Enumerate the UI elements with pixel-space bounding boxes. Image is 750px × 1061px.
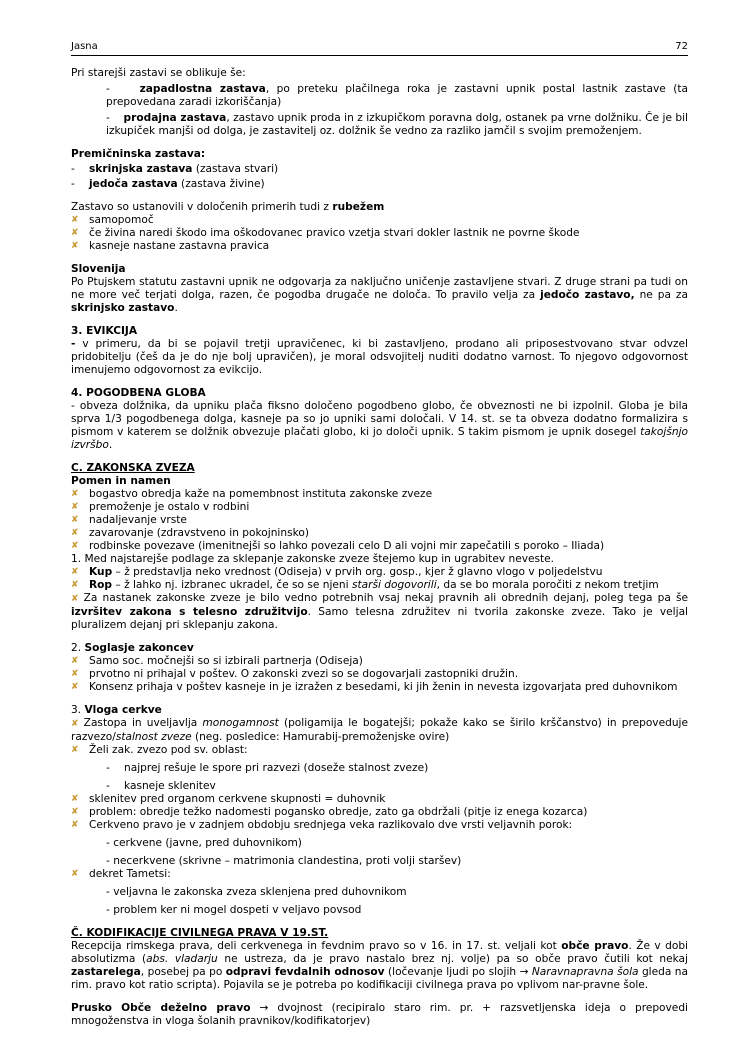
list-item: ✘ samopomoč — [71, 214, 154, 226]
bullet-icon: ✘ — [71, 669, 79, 679]
intro-item: - prodajna zastava, zastavo upnik proda in z izkupičkom poravna dolg, ostanek pa vrne dolžniku. Če je bil izkupiček manjši od dolga, je zastavitelj oz. dolžnik še vedno za razliko jamčil s svojim premoženjem. — [106, 112, 689, 137]
paragraph: Po Ptujskem statutu zastavni upnik ne odgovarja za naključno uničenje zastavljene stvari. Z druge strani pa tudi on ne more več terjati dolga, razen, če pogodba drugače ne določa. To pravilo velja za jedočo zastavo, ne pa za skrinjsko zastavo. — [71, 276, 688, 314]
list-item: - najprej rešuje le spore pri razvezi (doseže stalnost zveze) — [106, 762, 429, 774]
section-title: C. ZAKONSKA ZVEZA — [71, 462, 195, 474]
bullet-icon: ✘ — [71, 241, 79, 251]
paragraph: - obveza dolžnika, da upniku plača fiksno določeno pogodbeno globo, če obveznosti ne bi izpolnil. Globa je bila sprva 1/3 pogodbenega dolga, kasneje pa so jo upniki sami določali. V 14. st. se ta obveza dodatno formalizira s pismom v katerem se dolžnik obvezuje plačati globo, ki jo določi upnik. S takim pismom je upnik dosegel takojšnjo izvršbo. — [71, 400, 688, 451]
paragraph: ✘ Za nastanek zakonske zveze je bilo vedno potrebnih vsaj nekaj pravnih ali obrednih dejanj, poleg tega pa še izvršitev zakona s telesno združitvijo. Samo telesna združitev ni tvorila zakonske zveze. Tako je veljal pluralizem dejanj pri sklepanju zakona. — [71, 592, 689, 631]
list-item: - necerkvene (skrivne – matrimonia clandestina, proti volji staršev) — [106, 855, 462, 867]
bullet-icon: ✘ — [71, 807, 79, 817]
page-number: 72 — [675, 41, 688, 52]
bullet-icon: ✘ — [71, 820, 79, 830]
paragraph: Zastavo so ustanovili v določenih primerih tudi z rubežem — [71, 201, 385, 213]
section-title: Č. KODIFIKACIJE CIVILNEGA PRAVA V 19.ST. — [71, 927, 329, 939]
bullet-icon: ✘ — [71, 515, 79, 525]
bullet-icon: ✘ — [71, 567, 79, 577]
list-item: ✘ bogastvo obredja kaže na pomembnost instituta zakonske zveze — [71, 488, 433, 500]
list-item: ✘ nadaljevanje vrste — [71, 514, 187, 526]
list-item: ✘ dekret Tametsi: — [71, 868, 171, 880]
bullet-icon: ✘ — [71, 541, 79, 551]
document-page — [71, 40, 688, 1028]
section-title: Slovenija — [71, 263, 126, 275]
bullet-icon: ✘ — [71, 489, 79, 499]
bullet-icon: ✘ — [71, 580, 79, 590]
list-item: ✘ premoženje je ostalo v rodbini — [71, 501, 250, 513]
bullet-icon: ✘ — [71, 656, 79, 666]
bullet-icon: ✘ — [71, 794, 79, 804]
bullet-icon: ✘ — [71, 682, 79, 692]
section-title: 3. EVIKCIJA — [71, 325, 138, 337]
list-item: ✘ Rop – ž lahko nj. izbranec ukradel, če so se njeni starši dogovorili, da se bo morala poročiti z nekom tretjim — [71, 579, 659, 591]
paragraph: ✘ Zastopa in uveljavlja monogamnost (poligamija le bogatejši; pokaže kako se širilo krščanstvo) in prepoveduje razvezo/stalnost zveze (neg. posledice: Hamurabij-premoženjske ovire) — [71, 717, 688, 743]
list-item: ✘ Cerkveno pravo je v zadnjem obdobju srednjega veka razlikovalo dve vrsti veljavnih porok: — [71, 819, 573, 831]
section-title: Premičninska zastava: — [71, 148, 206, 160]
list-item: ✘ problem: obredje težko nadomesti pogansko obredje, zato ga obdržali (pitje iz enega kozarca) — [71, 806, 588, 818]
page-header — [71, 40, 688, 56]
bullet-icon: ✘ — [71, 228, 79, 238]
subsection-title: Pomen in namen — [71, 475, 171, 487]
intro-text: Pri starejši zastavi se oblikuje še: — [71, 67, 246, 79]
section-title: 2. Soglasje zakoncev — [71, 642, 194, 654]
list-item: - cerkvene (javne, pred duhovnikom) — [106, 837, 302, 849]
bullet-icon: ✘ — [71, 719, 79, 729]
list-item: ✘ rodbinske povezave (imenitnejši so lahko povezali celo D ali vojni mir zapečatili s poroko – Iliada) — [71, 540, 605, 552]
section-title: 3. Vloga cerkve — [71, 704, 162, 716]
list-item: ✘ če živina naredi škodo ima oškodovanec pravico vzetja stvari dokler lastnik ne povrne škode — [71, 227, 580, 239]
bullet-icon: ✘ — [71, 745, 79, 755]
list-item: ✘ kasneje nastane zastavna pravica — [71, 240, 270, 252]
list-item: - kasneje sklenitev — [106, 780, 216, 792]
list-item: - veljavna le zakonska zveza sklenjena pred duhovnikom — [106, 886, 407, 898]
bullet-icon: ✘ — [71, 869, 79, 879]
list-item: ✘ Konsenz prihaja v poštev kasneje in je izražen z besedami, ki jih ženin in nevesta izgovarjata pred duhovnikom — [71, 681, 678, 693]
header-title: Jasna — [71, 41, 98, 52]
section-title: 4. POGODBENA GLOBA — [71, 387, 206, 399]
list-item: ✘ prvotno ni prihajal v poštev. O zakonski zvezi so se dogovarjali zastopniki družin. — [71, 668, 519, 680]
list-item: ✘ sklenitev pred organom cerkvene skupnosti = duhovnik — [71, 793, 386, 805]
bullet-icon: ✘ — [71, 215, 79, 225]
bullet-icon: ✘ — [71, 594, 79, 604]
bullet-icon: ✘ — [71, 528, 79, 538]
list-item: ✘ Kup – ž predstavlja neko vrednost (Odiseja) v prvih org. gosp., kjer ž glavno vlogo v poljedelstvu — [71, 566, 603, 578]
paragraph: Recepcija rimskega prava, deli cerkvenega in fevdnim pravo so v 16. in 17. st. veljali kot obče pravo. Že v dobi absolutizma (abs. vladarju ne ustreza, da je pravo nastalo brez nj. volje) pa so obče pravo čutili kot nekaj zastarelega, posebej pa po odpravi fevdalnih odnosov (ločevanje ljudi po slojih → Naravnapravna šola gleda na rim. pravo kot ratio scripta). Pojavila se je potreba po kodifikaciji civilnega prava po vplivom nar-pravne šole. — [71, 940, 689, 991]
list-item: - skrinjska zastava (zastava stvari) — [71, 163, 279, 175]
list-item: ✘ Samo soc. močnejši so si izbirali partnerja (Odiseja) — [71, 655, 363, 667]
paragraph: Prusko Obče deželno pravo → dvojnost (recipiralo staro rim. pr. + razsvetljenska ideja o prepovedi mnogoženstva in vloga šolanih pravnikov/kodifikatorjev) — [71, 1002, 688, 1027]
intro-item: - zapadlostna zastava, po preteku plačilnega roka je zastavni upnik postal lastnik zastave (ta prepovedana zaradi izkoriščanja) — [106, 83, 688, 108]
list-item: ✘ zavarovanje (zdravstveno in pokojninsko) — [71, 527, 309, 539]
paragraph: - v primeru, da bi se pojavil tretji upravičenec, ki bi zastavljeno, prodano ali priposestvovano stvar odvzel pridobitelju (češ da je do nje bolj upravičen), je moral odsvojitelj nuditi dodatno varnost. To njegovo odgovornost imenujemo odgovornost za evikcijo. — [71, 338, 688, 376]
list-item: - problem ker ni mogel dospeti v veljavo povsod — [106, 904, 362, 916]
bullet-icon: ✘ — [71, 502, 79, 512]
paragraph: 1. Med najstarejše podlage za sklepanje zakonske zveze štejemo kup in ugrabitev neveste. — [71, 553, 555, 565]
list-item: ✘ Želi zak. zvezo pod sv. oblast: — [71, 744, 248, 756]
list-item: - jedoča zastava (zastava živine) — [71, 178, 265, 190]
